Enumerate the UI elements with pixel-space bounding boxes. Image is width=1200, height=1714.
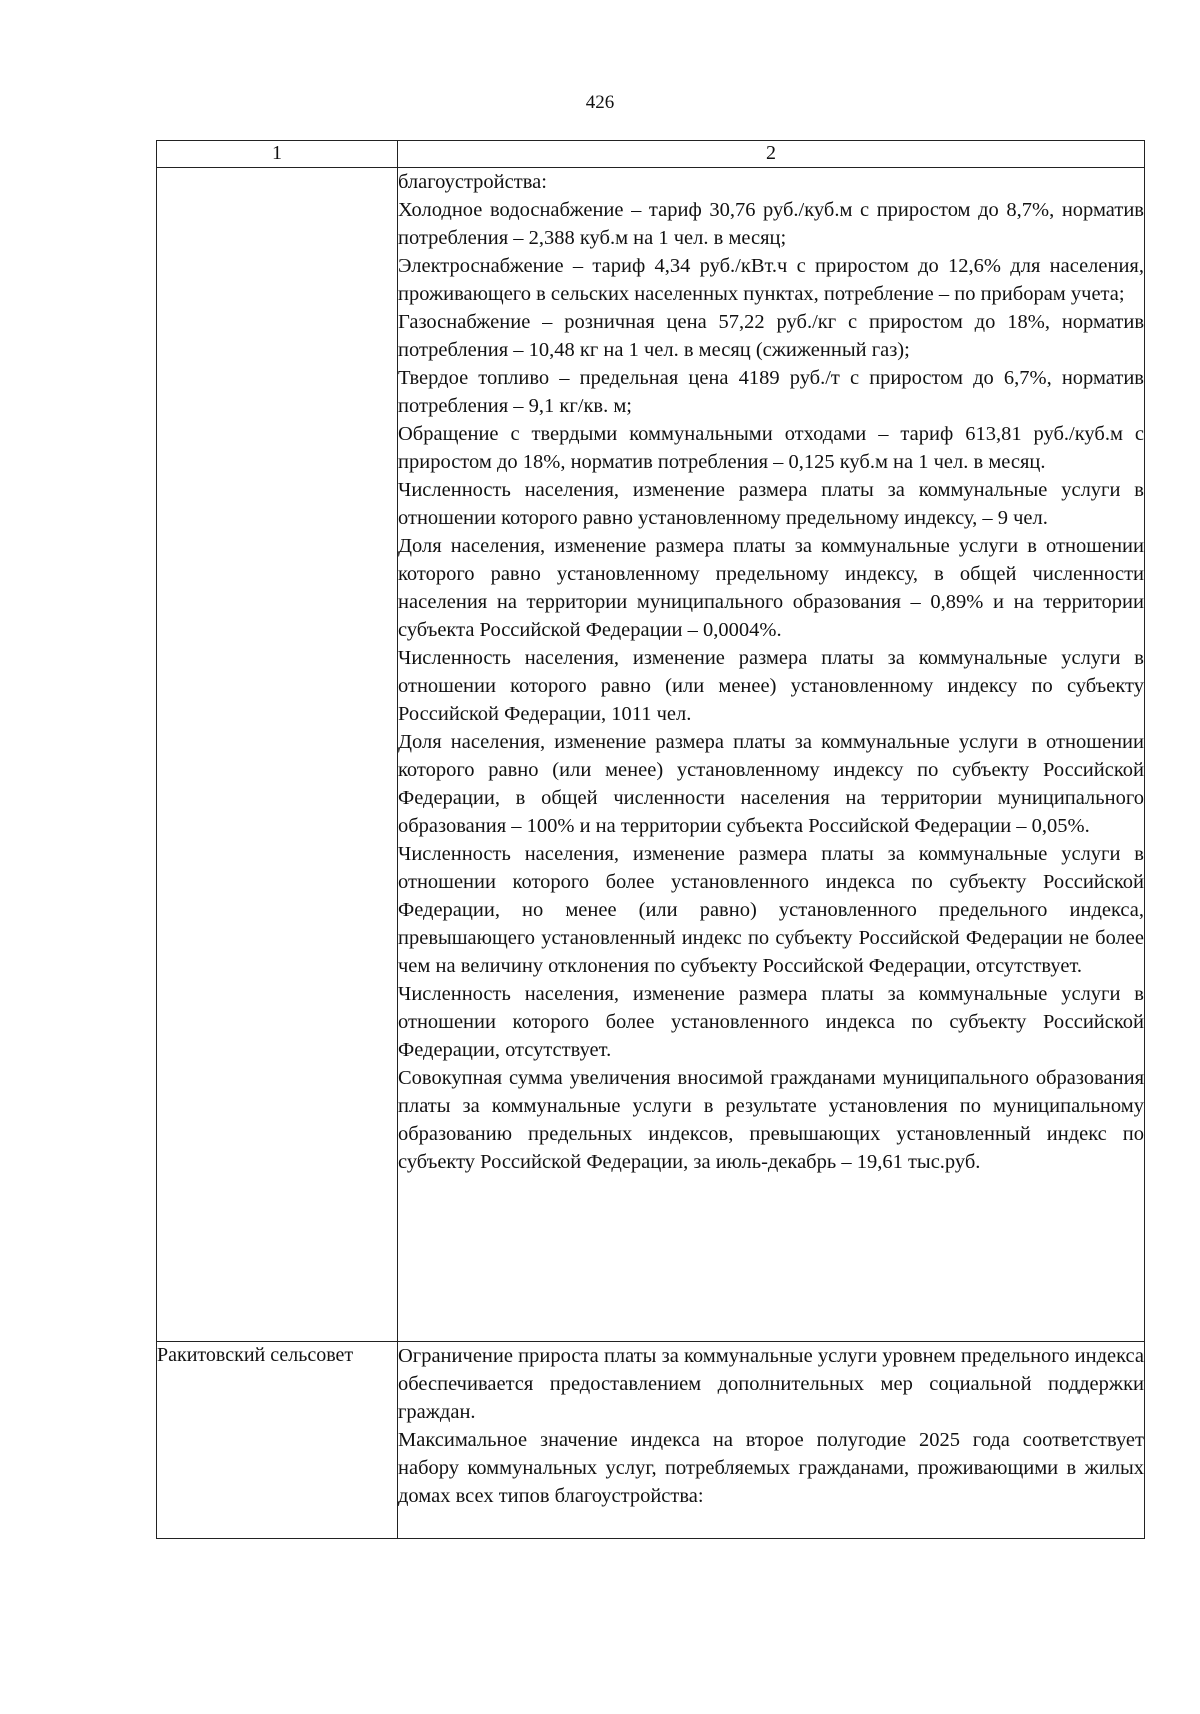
document-table [156,140,1145,1539]
paragraph: Электроснабжение – тариф 4,34 руб./кВт.ч с приростом до 12,6% для населения, проживающего в сельских населенных пунктах, потребление – по приборам учета; [398,255,1144,305]
paragraph: Газоснабжение – розничная цена 57,22 руб./кг с приростом до 18%, норматив потребления – 10,48 кг на 1 чел. в месяц (сжиженный газ); [398,311,1144,361]
paragraph: Максимальное значение индекса на второе полугодие 2025 года соответствует набору коммунальных услуг, потребляемых гражданами, проживающими в жилых домах всех типов благоустройства: [398,1429,1144,1507]
paragraph: Ограничение прироста платы за коммунальные услуги уровнем предельного индекса обеспечивается предоставлением дополнительных мер социальной поддержки граждан. [398,1345,1144,1423]
paragraph: Численность населения, изменение размера платы за коммунальные услуги в отношении которого равно (или менее) установленному индексу по субъекту Российской Федерации, 1011 чел. [398,647,1144,725]
page-number: 426 [585,92,615,113]
paragraph: Доля населения, изменение размера платы за коммунальные услуги в отношении которого равно установленному предельному индексу, в общей численности населения на территории муниципального образования – 0,89% и на территории субъекта Российской Федерации – 0,0004%. [398,535,1144,641]
paragraph: Численность населения, изменение размера платы за коммунальные услуги в отношении которого равно установленному предельному индексу, – 9 чел. [398,479,1144,529]
paragraph: Холодное водоснабжение – тариф 30,76 руб./куб.м с приростом до 8,7%, норматив потребления – 2,388 куб.м на 1 чел. в месяц; [398,199,1144,249]
column-header-2: 2 [398,141,1145,168]
paragraph: Численность населения, изменение размера платы за коммунальные услуги в отношении которого более установленного индекса по субъекту Российской Федерации, но менее (или равно) установленного предельного индекса, превышающего установленный индекс по субъекту Российской Федерации не более чем на величину отклонения по субъекту Российской Федерации, отсутствует. [398,843,1144,977]
description-cell [398,168,1145,1342]
description-cell [398,1342,1145,1539]
column-header-1: 1 [157,141,398,168]
paragraph: Численность населения, изменение размера платы за коммунальные услуги в отношении которого более установленного индекса по субъекту Российской Федерации, отсутствует. [398,983,1144,1061]
region-cell [157,168,398,1342]
paragraph: благоустройства: [398,171,547,193]
paragraph: Обращение с твердыми коммунальными отходами – тариф 613,81 руб./куб.м с приростом до 18%, норматив потребления – 0,125 куб.м на 1 чел. в месяц. [398,423,1144,473]
paragraph: Совокупная сумма увеличения вносимой гражданами муниципального образования платы за коммунальные услуги в результате установления по муниципальному образованию предельных индексов, превышающих установленный индекс по субъекту Российской Федерации, за июль-декабрь – 19,61 тыс.руб. [398,1067,1144,1173]
paragraph: Доля населения, изменение размера платы за коммунальные услуги в отношении которого равно (или менее) установленному индексу по субъекту Российской Федерации, в общей численности населения на территории муниципального образования – 100% и на территории субъекта Российской Федерации – 0,05%. [398,731,1144,837]
paragraph: Твердое топливо – предельная цена 4189 руб./т с приростом до 6,7%, норматив потребления – 9,1 кг/кв. м; [398,367,1144,417]
table-row [157,1342,1145,1539]
region-cell: Ракитовский сельсовет [157,1342,398,1539]
table-header-row [157,141,1145,168]
table-row [157,168,1145,1342]
